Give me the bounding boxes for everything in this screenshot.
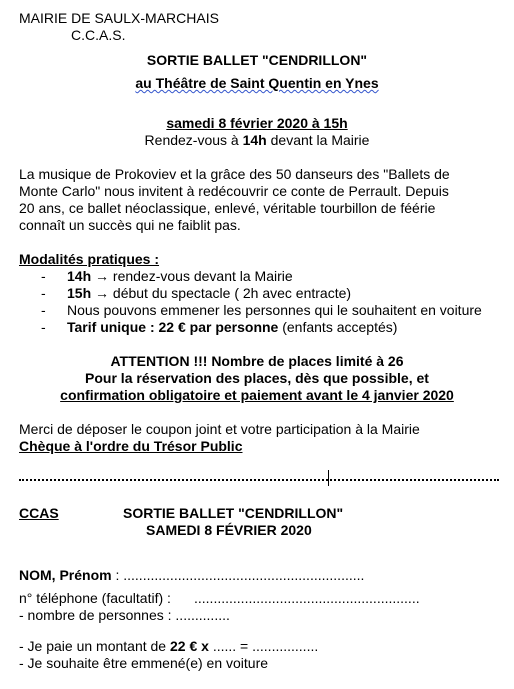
arrow-right-icon: → bbox=[95, 268, 110, 284]
cheque-instruction: Chèque à l'ordre du Trésor Public bbox=[19, 438, 243, 454]
pay-post: ...... = ................. bbox=[208, 638, 319, 654]
payment-instruction: Merci de déposer le coupon joint et votre participation à la Mairie bbox=[19, 421, 420, 437]
bullet-dash: - bbox=[41, 285, 46, 301]
attention-line-1: ATTENTION !!! Nombre de places limité à 26 bbox=[110, 353, 404, 369]
ccas-header: C.C.A.S. bbox=[71, 27, 126, 43]
phone-label: n° téléphone (facultatif) : bbox=[19, 590, 171, 606]
modalite-item-1 bbox=[67, 268, 293, 284]
tarif-note: (enfants acceptés) bbox=[278, 319, 398, 335]
name-field[interactable] bbox=[19, 567, 364, 583]
coupon-date: SAMEDI 8 FÉVRIER 2020 bbox=[146, 522, 312, 538]
intro-line-4: connaît un succès qui ne faiblit pas. bbox=[19, 217, 241, 233]
cut-line bbox=[19, 479, 499, 481]
coupon-title: SORTIE BALLET "CENDRILLON" bbox=[123, 505, 344, 521]
name-blank: : .............................................................. bbox=[111, 567, 365, 583]
bullet-dash: - bbox=[41, 302, 46, 318]
name-label: NOM, Prénom bbox=[19, 567, 112, 583]
payment-amount-field[interactable] bbox=[19, 638, 318, 654]
event-title: SORTIE BALLET "CENDRILLON" bbox=[146, 52, 368, 68]
attention-line-2: Pour la réservation des places, dès que possible, et bbox=[85, 370, 429, 386]
car-option[interactable]: - Je souhaite être emmené(e) en voiture bbox=[19, 655, 269, 671]
meeting-time: 14h bbox=[242, 132, 267, 148]
intro-line-2: Monte Carlo" nous invitent à redécouvrir ce conte de Perrault. Depuis bbox=[19, 183, 449, 199]
modalite-item-3: Nous pouvons emmener les personnes qui le souhaitent en voiture bbox=[67, 302, 482, 318]
item1-time: 14h bbox=[67, 268, 92, 284]
bullet-dash: - bbox=[41, 319, 46, 335]
attention-line-3: confirmation obligatoire et paiement avant le 4 janvier 2020 bbox=[60, 387, 454, 403]
mairie-name: MAIRIE DE SAULX-MARCHAIS bbox=[19, 10, 219, 26]
modalite-item-2 bbox=[67, 285, 351, 301]
phone-field[interactable]: .......................................................... bbox=[194, 590, 420, 606]
tarif-label: Tarif unique : 22 € par personne bbox=[67, 319, 279, 335]
meeting-post: devant la Mairie bbox=[266, 132, 370, 148]
modalites-heading: Modalités pratiques : bbox=[19, 251, 160, 267]
pay-pre: - Je paie un montant de bbox=[19, 638, 170, 654]
event-date: samedi 8 février 2020 à 15h bbox=[166, 115, 348, 131]
meeting-line bbox=[0, 132, 514, 148]
intro-line-1: La musique de Prokoviev et la grâce des 50 danseurs des "Ballets de bbox=[19, 166, 450, 182]
coupon-ccas: CCAS bbox=[19, 505, 59, 521]
item2-time: 15h bbox=[67, 285, 92, 301]
item2-text: début du spectacle ( 2h avec entracte) bbox=[112, 285, 352, 301]
cut-marker bbox=[328, 470, 329, 486]
intro-line-3: 20 ans, ce ballet néoclassique, enlevé, véritable tourbillon de féérie bbox=[19, 200, 436, 216]
people-count-field[interactable]: - nombre de personnes : .............. bbox=[19, 607, 230, 623]
modalite-item-4 bbox=[67, 319, 397, 335]
intro-paragraph bbox=[19, 166, 509, 234]
meeting-pre: Rendez-vous à bbox=[144, 132, 243, 148]
pay-amount: 22 € x bbox=[170, 638, 209, 654]
venue-text: au Théâtre de Saint Quentin en Ynes bbox=[135, 75, 379, 91]
item1-text: rendez-vous devant la Mairie bbox=[112, 268, 293, 284]
bullet-dash: - bbox=[41, 268, 46, 284]
arrow-right-icon: → bbox=[95, 285, 110, 301]
event-venue bbox=[0, 75, 514, 91]
